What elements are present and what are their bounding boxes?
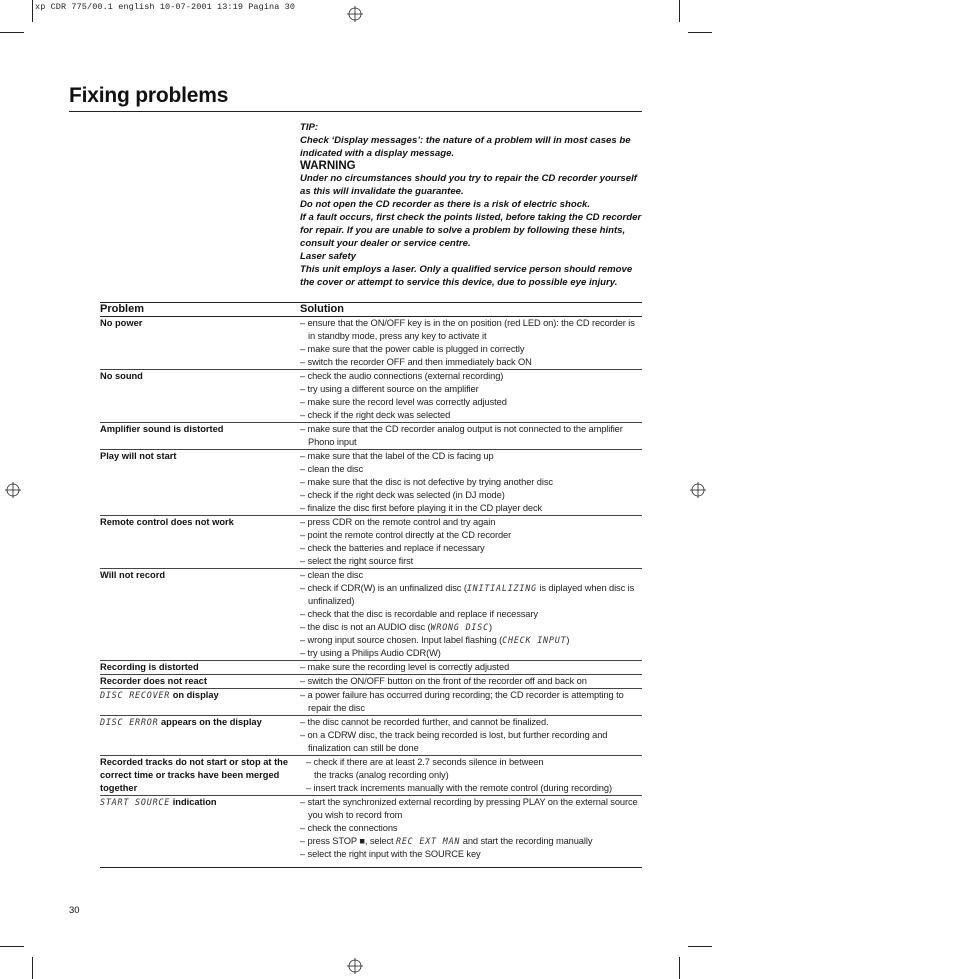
table-row <box>100 370 642 423</box>
crop-mark-tl-h <box>0 32 24 33</box>
solution-item: – ensure that the ON/OFF key is in the on position (red LED on): the CD recorder is in standby mode, press any key to activate it <box>300 318 635 341</box>
registration-mark-right-icon <box>690 482 706 498</box>
header-solution: Solution <box>300 303 344 315</box>
problem-cell: Will not record <box>100 570 165 580</box>
problem-cell: Remote control does not work <box>100 517 234 527</box>
crop-mark-br-h <box>688 946 712 947</box>
stop-symbol-icon: ■ <box>359 836 365 846</box>
solution-item: – select the right source first <box>300 556 414 566</box>
solution-cell <box>300 516 642 568</box>
solution-item: – check that the disc is recordable and replace if necessary <box>300 609 538 619</box>
crop-mark-tr-h <box>688 32 712 33</box>
solution-item: – make sure the recording level is correctly adjusted <box>300 662 510 672</box>
problem-cell <box>100 716 300 755</box>
table-row <box>100 423 642 450</box>
laser-label: Laser safety <box>300 251 356 262</box>
solution-cell <box>300 370 642 422</box>
solution-item: – point the remote control directly at the CD recorder <box>300 530 512 540</box>
table-row <box>100 516 642 569</box>
problem-cell: No sound <box>100 371 143 381</box>
table-row <box>100 661 642 675</box>
table-row <box>100 756 642 796</box>
warning-text-3: If a fault occurs, first check the points listed, before taking the CD recorder for repair. If you are unable to solve a problem by following these hints, consult your dealer or service centre. <box>300 212 642 249</box>
table-row <box>100 450 642 516</box>
table-row <box>100 689 642 716</box>
solution-text: ) <box>566 635 570 645</box>
solution-item: – start the synchronized external recording by pressing PLAY on the external source you wish to record from <box>300 797 638 820</box>
solution-cell <box>300 317 642 369</box>
laser-text: This unit employs a laser. Only a qualified service person should remove the cover or attempt to service this device, due to possible eye injury. <box>300 264 633 288</box>
solution-cell <box>300 450 642 515</box>
lcd-message: DISC RECOVER <box>100 690 171 700</box>
solution-item: – check the audio connections (external recording) <box>300 371 504 381</box>
lcd-message: DISC ERROR <box>100 717 159 727</box>
problem-cell: No power <box>100 318 143 328</box>
solution-item: – check the batteries and replace if necessary <box>300 543 485 553</box>
solution-item: – switch the recorder OFF and then immediately back ON <box>300 357 532 367</box>
solution-item: – try using a Philips Audio CDR(W) <box>300 648 441 658</box>
solution-text: – check if CDR(W) is an unfinalized disc ( <box>300 583 467 593</box>
lcd-message: START SOURCE <box>100 797 171 807</box>
problem-cell: Play will not start <box>100 451 177 461</box>
solution-item: – make sure that the CD recorder analog output is not connected to the amplifier Phono input <box>300 424 623 447</box>
crop-mark-tr-v <box>679 0 680 22</box>
solution-item: – try using a different source on the amplifier <box>300 384 479 394</box>
solution-cell <box>300 423 642 449</box>
registration-mark-top-icon <box>347 6 363 22</box>
table-header <box>100 302 642 317</box>
solution-cell <box>300 661 642 674</box>
lcd-message: WRONG DISC <box>430 622 489 632</box>
solution-item: – switch the ON/OFF button on the front of the recorder off and back on <box>300 676 587 686</box>
solution-text: – press STOP <box>300 836 360 846</box>
solution-cell <box>300 716 642 755</box>
printer-slug: xp CDR 775/00.1 english 10-07-2001 13:19 Pagina 30 <box>35 2 296 12</box>
solution-cell <box>300 689 642 715</box>
problem-text: appears on the display <box>158 717 262 727</box>
table-row <box>100 716 642 756</box>
header-problem: Problem <box>100 303 145 315</box>
solution-text: , select <box>364 836 396 846</box>
solution-item: – on a CDRW disc, the track being recorded is lost, but further recording and finalization can still be done <box>300 730 608 753</box>
solution-item <box>300 621 642 634</box>
page-title: Fixing problems <box>69 84 229 107</box>
lcd-message: CHECK INPUT <box>502 635 567 645</box>
problem-cell: Recording is distorted <box>100 662 199 672</box>
problem-cell: Amplifier sound is distorted <box>100 424 224 434</box>
warning-text-2: Do not open the CD recorder as there is a risk of electric shock. <box>300 199 591 210</box>
problem-cell <box>100 796 300 861</box>
crop-mark-br-v <box>679 957 680 979</box>
warning-label: WARNING <box>300 160 356 172</box>
registration-mark-bottom-icon <box>347 958 363 974</box>
registration-mark-left-icon <box>5 482 21 498</box>
page-number: 30 <box>69 905 80 916</box>
solution-item <box>300 835 642 848</box>
solution-item: – check if the right deck was selected <box>300 410 451 420</box>
crop-mark-tl-v <box>32 0 33 22</box>
crop-mark-bl-v <box>32 957 33 979</box>
problem-text: indication <box>170 797 217 807</box>
solution-item: – make sure that the power cable is plugged in correctly <box>300 344 525 354</box>
safety-notes <box>300 121 645 289</box>
table-row <box>100 317 642 370</box>
solution-text: is diplayed when disc is unfinalized) <box>308 583 635 606</box>
solution-item: – make sure that the disc is not defective by trying another disc <box>300 477 553 487</box>
solution-item: – check if there are at least 2.7 seconds silence in between the tracks (analog recording only) <box>306 757 544 780</box>
solution-item: – finalize the disc first before playing it in the CD player deck <box>300 503 543 513</box>
solution-item: – a power failure has occurred during recording; the CD recorder is attempting to repair the disc <box>300 690 624 713</box>
tip-text: Check ‘Display messages’: the nature of a problem will in most cases be indicated with a display message. <box>300 135 631 159</box>
solution-text: and start the recording manually <box>460 836 593 846</box>
solution-item <box>300 582 642 608</box>
solution-cell <box>300 569 642 660</box>
solution-item: – make sure the record level was correctly adjusted <box>300 397 507 407</box>
solution-cell <box>300 675 642 688</box>
table-row <box>100 569 642 661</box>
title-rule <box>69 111 642 112</box>
solution-item: – check if the right deck was selected (in DJ mode) <box>300 490 505 500</box>
problem-text: on display <box>170 690 219 700</box>
problem-cell: Recorder does not react <box>100 676 207 686</box>
problem-cell <box>100 689 300 715</box>
solution-item: – make sure that the label of the CD is facing up <box>300 451 494 461</box>
solution-text: – wrong input source chosen. Input label flashing ( <box>300 635 503 645</box>
solution-item: – clean the disc <box>300 464 364 474</box>
solution-item: – press CDR on the remote control and try again <box>300 517 496 527</box>
solution-item: – clean the disc <box>300 570 364 580</box>
solution-item: – the disc cannot be recorded further, and cannot be finalized. <box>300 717 549 727</box>
lcd-message: REC EXT MAN <box>396 836 461 846</box>
solution-item: – select the right input with the SOURCE key <box>300 849 481 859</box>
solution-item: – insert track increments manually with the remote control (during recording) <box>306 783 612 793</box>
problems-table <box>100 302 642 868</box>
solution-text: – the disc is not an AUDIO disc ( <box>300 622 431 632</box>
problem-cell: Recorded tracks do not start or stop at the correct time or tracks have been merged together <box>100 757 289 793</box>
solution-item <box>300 634 642 647</box>
table-row <box>100 796 642 868</box>
solution-text: ) <box>488 622 492 632</box>
lcd-message: INITIALIZING <box>466 583 537 593</box>
solution-item: – check the connections <box>300 823 398 833</box>
solution-cell <box>306 756 642 795</box>
tip-label: TIP: <box>300 122 319 133</box>
solution-cell <box>300 796 642 861</box>
table-row <box>100 675 642 689</box>
warning-text-1: Under no circumstances should you try to repair the CD recorder yourself as this will invalidate the guarantee. <box>300 173 637 197</box>
crop-mark-bl-h <box>0 946 24 947</box>
